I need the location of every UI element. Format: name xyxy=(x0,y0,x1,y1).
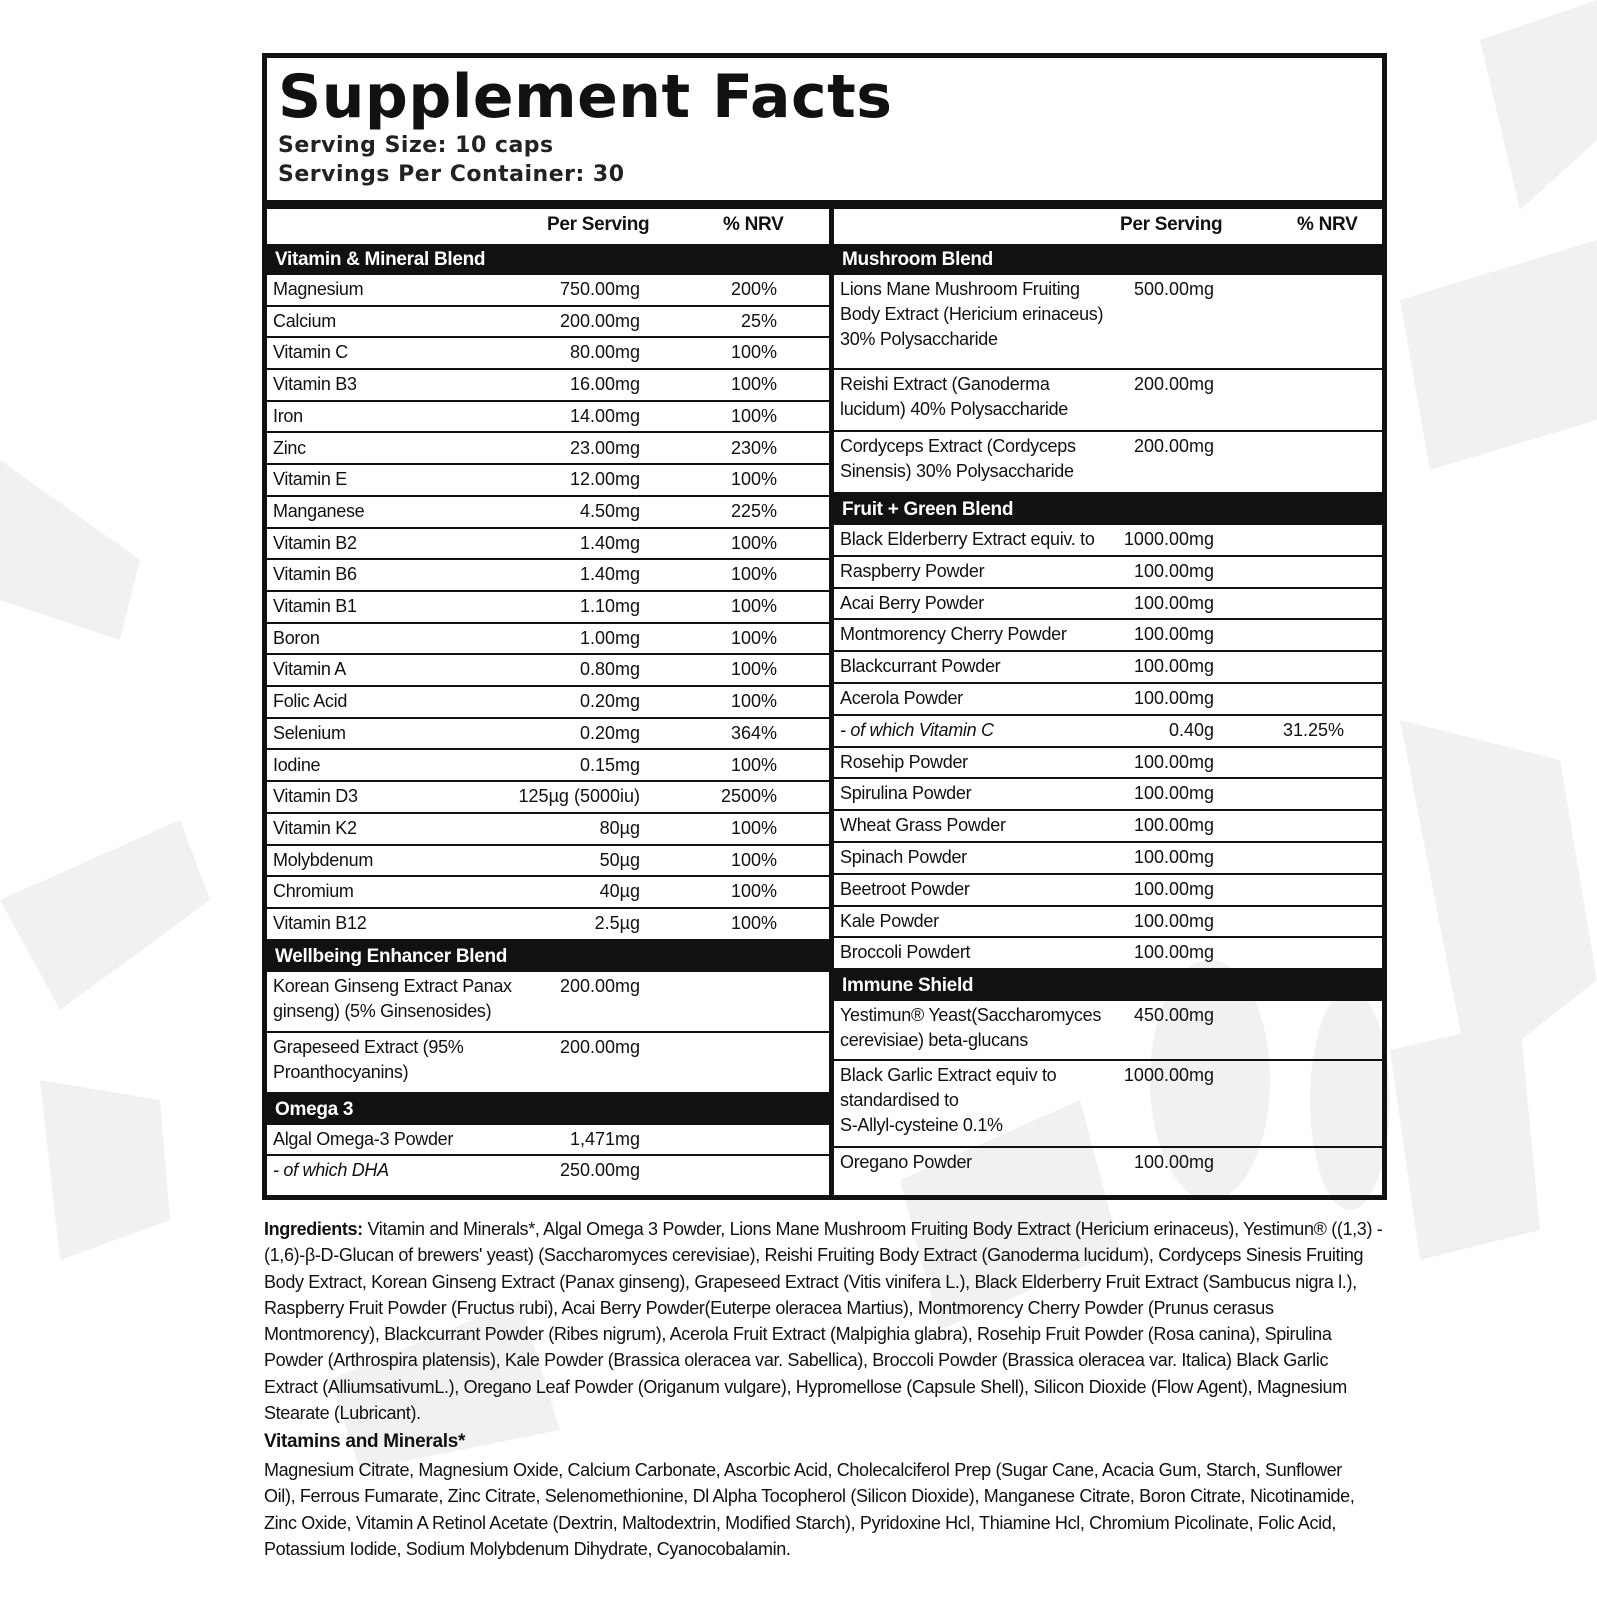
ingredient-amount: 80.00mg xyxy=(569,342,640,363)
wellbeing-blend-header-title: Wellbeing Enhancer Blend xyxy=(275,945,508,967)
ingredient-name: Iron xyxy=(273,405,303,426)
ingredient-amount: 200.00mg xyxy=(559,310,640,331)
ingredient-name: Spirulina Powder xyxy=(840,783,972,804)
ingredient-name: Folic Acid xyxy=(273,691,348,712)
ingredient-nrv: 225% xyxy=(730,500,777,521)
ingredient-amount: 2.5µg xyxy=(594,913,640,933)
ingredient-nrv: 100% xyxy=(730,374,777,395)
ingredient-name: Blackcurrant Powder xyxy=(840,656,1001,677)
immune-shield-header xyxy=(834,970,1382,1001)
table-row xyxy=(834,620,1382,652)
ingredient-name: - of which DHA xyxy=(273,1159,389,1180)
table-row xyxy=(834,684,1382,716)
ingredient-amount: 23.00mg xyxy=(569,437,640,458)
ingredient-amount: 1.40mg xyxy=(579,532,640,553)
ingredient-nrv: 100% xyxy=(730,659,777,680)
ingredient-amount: 450.00mg xyxy=(1133,1005,1214,1026)
ingredient-amount: 50µg xyxy=(599,849,640,870)
ingredient-amount: 16.00mg xyxy=(569,374,640,395)
ingredient-nrv: 200% xyxy=(730,279,777,299)
table-row xyxy=(267,972,829,1033)
ingredient-name: Cordyceps Extract (Cordyceps Sinensis) 30% Polysaccharide xyxy=(840,436,1076,481)
ingredient-name: Vitamin B1 xyxy=(273,596,357,616)
ingredient-name: Oregano Powder xyxy=(840,1152,972,1173)
ingredient-amount: 100.00mg xyxy=(1133,592,1214,613)
left-per-serving-header: Per Serving xyxy=(547,214,650,235)
ingredient-name: Magnesium xyxy=(273,279,364,299)
right-per-serving-header: Per Serving xyxy=(1120,214,1223,235)
table-row xyxy=(834,1061,1382,1148)
omega-3-header-title: Omega 3 xyxy=(275,1098,354,1120)
ingredient-amount: 100.00mg xyxy=(1133,910,1214,931)
table-row xyxy=(834,525,1382,557)
mushroom-blend-header xyxy=(834,244,1382,275)
ingredient-name: Korean Ginseng Extract Panax ginseng) (5% Ginsenosides) xyxy=(273,975,512,1021)
ingredient-name: Kale Powder xyxy=(840,910,939,931)
immune-shield-header-title: Immune Shield xyxy=(842,975,974,997)
ingredient-amount: 12.00mg xyxy=(569,469,640,490)
table-row xyxy=(267,497,829,529)
ingredient-name: Vitamin C xyxy=(273,342,348,363)
ingredient-name: - of which Vitamin C xyxy=(840,719,994,740)
ingredient-name: Vitamin D3 xyxy=(273,786,358,807)
table-row xyxy=(834,1148,1382,1181)
ingredient-nrv: 100% xyxy=(730,564,777,585)
ingredients-label: Ingredients: xyxy=(264,1219,363,1239)
ingredient-name: Raspberry Powder xyxy=(840,560,985,581)
table-row xyxy=(834,652,1382,684)
table-row xyxy=(834,779,1382,811)
table-row xyxy=(267,719,829,751)
mushroom-blend-header-title: Mushroom Blend xyxy=(842,249,993,270)
left-nrv-header: % NRV xyxy=(723,214,784,235)
ingredient-nrv: 100% xyxy=(730,817,777,838)
ingredient-amount: 100.00mg xyxy=(1133,751,1214,772)
table-row xyxy=(267,687,829,719)
ingredient-amount: 200.00mg xyxy=(559,1036,640,1057)
ingredient-name: Montmorency Cherry Powder xyxy=(840,624,1067,645)
ingredient-name: Vitamin B2 xyxy=(273,532,357,553)
ingredient-name: Algal Omega-3 Powder xyxy=(273,1128,454,1149)
ingredient-name: Vitamin K2 xyxy=(273,817,357,838)
ingredient-name: Vitamin E xyxy=(273,469,348,490)
ingredient-name: Zinc xyxy=(273,437,306,458)
ingredient-nrv: 100% xyxy=(730,342,777,363)
fruit-green-blend-header xyxy=(834,494,1382,525)
ingredient-name: Yestimun® Yeast(Saccharomyces cerevisiae) beta-glucans xyxy=(840,1005,1102,1051)
ingredient-amount: 100.00mg xyxy=(1133,688,1214,708)
header-divider xyxy=(262,200,1387,209)
ingredient-amount: 14.00mg xyxy=(569,405,640,426)
table-row xyxy=(267,846,829,878)
ingredient-amount: 0.80mg xyxy=(579,659,640,680)
table-row xyxy=(267,338,829,370)
ingredient-nrv: 100% xyxy=(730,532,777,553)
ingredient-amount: 0.15mg xyxy=(579,754,640,775)
table-row xyxy=(834,557,1382,589)
ingredient-name: Vitamin B6 xyxy=(273,564,357,585)
table-row xyxy=(267,909,829,941)
table-row xyxy=(834,432,1382,494)
ingredient-amount: 100.00mg xyxy=(1133,942,1214,963)
table-row xyxy=(267,814,829,846)
ingredient-name: Manganese xyxy=(273,500,365,521)
ingredient-amount: 1.40mg xyxy=(579,564,640,585)
ingredient-amount: 0.20mg xyxy=(579,691,640,712)
ingredient-name: Selenium xyxy=(273,722,346,743)
fruit-green-blend-header-title: Fruit + Green Blend xyxy=(842,499,1014,520)
ingredient-name: Vitamin B3 xyxy=(273,374,357,395)
ingredient-amount: 100.00mg xyxy=(1133,656,1214,677)
ingredient-name: Boron xyxy=(273,627,320,648)
table-row xyxy=(267,1125,829,1156)
table-row xyxy=(834,875,1382,907)
ingredient-name: Iodine xyxy=(273,754,321,775)
table-row xyxy=(834,589,1382,621)
ingredient-amount: 200.00mg xyxy=(1133,374,1214,394)
table-row xyxy=(834,907,1382,939)
ingredient-amount: 80µg xyxy=(599,817,640,838)
right-nrv-header: % NRV xyxy=(1297,214,1358,235)
ingredient-amount: 1000.00mg xyxy=(1123,1065,1214,1086)
ingredient-amount: 750.00mg xyxy=(559,279,640,299)
ingredient-name: Acerola Powder xyxy=(840,688,963,708)
table-row xyxy=(834,748,1382,780)
vitamin-mineral-blend-header xyxy=(267,244,829,275)
ingredient-amount: 125µg (5000iu) xyxy=(518,786,640,807)
table-row xyxy=(267,877,829,909)
ingredient-name: Vitamin A xyxy=(273,659,347,680)
table-row xyxy=(267,465,829,497)
vitamins-minerals-title: Vitamins and Minerals* xyxy=(264,1431,466,1452)
ingredient-amount: 1000.00mg xyxy=(1123,529,1214,549)
ingredient-amount: 0.40g xyxy=(1168,719,1214,740)
table-row xyxy=(267,1156,829,1187)
table-row xyxy=(834,275,1382,370)
table-row xyxy=(267,434,829,466)
table-row xyxy=(267,782,829,814)
table-row xyxy=(267,624,829,656)
panel-title: Supplement Facts xyxy=(278,62,893,132)
ingredient-nrv: 100% xyxy=(730,627,777,648)
ingredient-nrv: 25% xyxy=(740,310,777,331)
ingredient-nrv: 364% xyxy=(730,722,777,743)
table-row xyxy=(834,938,1382,970)
ingredient-name: Black Garlic Extract equiv to standardised to S-Allyl-cysteine 0.1% xyxy=(840,1065,1057,1136)
ingredient-amount: 100.00mg xyxy=(1133,624,1214,645)
ingredient-nrv: 100% xyxy=(730,913,777,933)
vitamin-mineral-blend-header-title: Vitamin & Mineral Blend xyxy=(275,249,486,270)
ingredient-amount: 0.20mg xyxy=(579,722,640,743)
ingredients-paragraph xyxy=(264,1216,1384,1426)
ingredient-name: Reishi Extract (Ganoderma lucidum) 40% Polysaccharide xyxy=(840,374,1069,419)
ingredient-name: Calcium xyxy=(273,310,336,331)
table-row xyxy=(267,655,829,687)
table-row xyxy=(267,275,829,307)
ingredient-nrv: 100% xyxy=(730,469,777,490)
ingredient-name: Wheat Grass Powder xyxy=(840,815,1006,836)
ingredient-nrv: 2500% xyxy=(720,786,777,807)
ingredient-name: Lions Mane Mushroom Fruiting Body Extract (Hericium erinaceus) 30% Polysaccharide xyxy=(840,279,1104,349)
ingredient-amount: 40µg xyxy=(599,881,640,902)
ingredient-amount: 100.00mg xyxy=(1133,878,1214,899)
table-row xyxy=(834,370,1382,432)
ingredient-amount: 100.00mg xyxy=(1133,847,1214,867)
omega-3-header xyxy=(267,1094,829,1125)
ingredient-amount: 250.00mg xyxy=(559,1159,640,1180)
ingredient-amount: 100.00mg xyxy=(1133,815,1214,836)
ingredient-amount: 1,471mg xyxy=(569,1128,640,1149)
ingredient-name: Black Elderberry Extract equiv. to xyxy=(840,529,1095,549)
ingredient-amount: 200.00mg xyxy=(559,975,640,996)
ingredient-amount: 1.10mg xyxy=(579,596,640,616)
ingredient-name: Broccoli Powdert xyxy=(840,942,971,963)
ingredient-name: Chromium xyxy=(273,881,354,902)
ingredient-amount: 100.00mg xyxy=(1133,560,1214,581)
ingredients-text: Vitamin and Minerals*, Algal Omega 3 Powder, Lions Mane Mushroom Fruiting Body Extract (Hericium erinaceus), Yestimun® ((1,3) -(1,6)-β-D-Glucan of brewers' yeast) (Saccharomyces cerevisiae), Reishi Fruiting Body Extract (Ganoderma lucidum), Cordyceps Sinesis Fruiting Body Extract, Korean Ginseng Extract (Panax ginseng), Grapeseed Extract (Vitis vinifera L.), Black Elderberry Fruit Extract (Sambucus nigra l.), Raspberry Fruit Powder (Fructus rubi), Acai Berry Powder(Euterpe oleracea Martius), Montmorency Cherry Powder (Prunus cerasus Montmorency), Blackcurrant Powder (Ribes nigrum), Acerola Fruit Extract (Malpighia glabra), Rosehip Fruit Powder (Rosa canina), Spirulina Powder (Arthrospira platensis), Kale Powder (Brassica oleracea var. Sabellica), Broccoli Powder (Brassica oleracea var. Italica) Black Garlic Extract (AlliumsativumL.), Oregano Leaf Powder (Origanum vulgare), Hypromellose (Capsule Shell), Silicon Dioxide (Flow Agent), Magnesium Stearate (Lubricant). xyxy=(264,1219,1383,1424)
ingredient-amount: 100.00mg xyxy=(1133,783,1214,804)
ingredient-amount: 100.00mg xyxy=(1133,1152,1214,1173)
ingredient-nrv: 31.25% xyxy=(1282,719,1344,740)
ingredient-name: Beetroot Powder xyxy=(840,878,970,899)
ingredient-nrv: 100% xyxy=(730,754,777,775)
table-row xyxy=(267,529,829,561)
ingredient-nrv: 100% xyxy=(730,405,777,426)
ingredient-amount: 4.50mg xyxy=(579,500,640,521)
ingredient-nrv: 100% xyxy=(730,881,777,902)
table-row xyxy=(267,370,829,402)
table-row xyxy=(834,843,1382,875)
ingredient-nrv: 100% xyxy=(730,849,777,870)
ingredient-name: Vitamin B12 xyxy=(273,913,367,933)
ingredient-nrv: 230% xyxy=(730,437,777,458)
table-row xyxy=(267,751,829,783)
ingredient-nrv: 100% xyxy=(730,596,777,616)
table-row xyxy=(267,1033,829,1094)
table-row xyxy=(834,1001,1382,1061)
table-row xyxy=(267,307,829,339)
ingredient-name: Acai Berry Powder xyxy=(840,592,984,613)
servings-per-container: Servings Per Container: 30 xyxy=(278,162,625,187)
wellbeing-blend-header xyxy=(267,941,829,972)
serving-size: Serving Size: 10 caps xyxy=(278,133,554,158)
ingredient-amount: 500.00mg xyxy=(1133,279,1214,299)
table-row xyxy=(267,402,829,434)
table-row xyxy=(267,592,829,624)
ingredient-name: Rosehip Powder xyxy=(840,751,968,772)
table-row xyxy=(267,560,829,592)
ingredient-name: Molybdenum xyxy=(273,849,374,870)
ingredient-amount: 1.00mg xyxy=(579,627,640,648)
ingredient-name: Grapeseed Extract (95% Proanthocyanins) xyxy=(273,1036,464,1082)
ingredient-name: Spinach Powder xyxy=(840,847,967,867)
ingredient-amount: 200.00mg xyxy=(1133,436,1214,456)
table-row xyxy=(834,811,1382,843)
vitamins-minerals-text: Magnesium Citrate, Magnesium Oxide, Calcium Carbonate, Ascorbic Acid, Cholecalciferol Prep (Sugar Cane, Acacia Gum, Starch, Sunflower Oil), Ferrous Fumarate, Zinc Citrate, Selenomethionine, Dl Alpha Tocopherol (Silicon Dioxide), Manganese Citrate, Boron Citrate, Nicotinamide, Zinc Oxide, Vitamin A Retinol Acetate (Dextrin, Maltodextrin, Modified Starch), Pyridoxine Hcl, Thiamine Hcl, Chromium Picolinate, Folic Acid, Potassium Iodide, Sodium Molybdenum Dihydrate, Cyanocobalamin. xyxy=(264,1460,1355,1559)
table-row xyxy=(834,716,1382,748)
ingredient-nrv: 100% xyxy=(730,691,777,712)
